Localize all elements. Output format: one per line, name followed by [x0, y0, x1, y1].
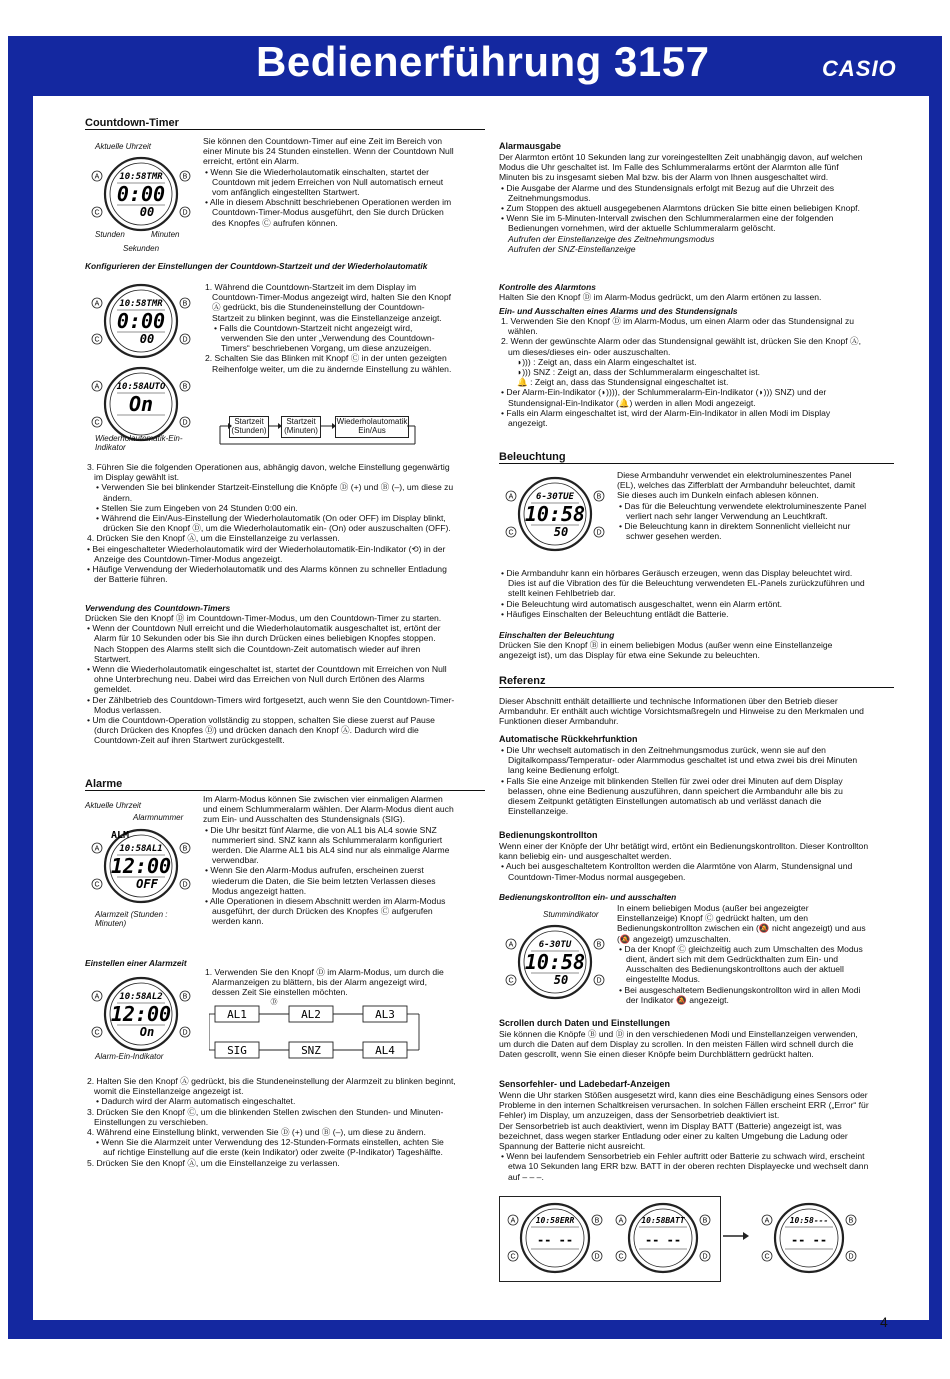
label-seconds: Sekunden: [123, 244, 160, 253]
alarmausgabe-heading: Alarmausgabe: [499, 141, 562, 151]
display-bottom-digits: OFF: [136, 877, 158, 891]
display-bottom-digits: On: [139, 1025, 155, 1039]
button-d-letter: D: [182, 881, 188, 889]
flow-arrows: [215, 412, 435, 448]
label-current-time-2: Aktuelle Uhrzeit: [85, 801, 142, 810]
referenz-intro: Dieser Abschnitt enthält detaillierte und technische Informationen über den Betrieb dieser Armbanduhr. Er enthält auch wichtige Vorsichtsmaßregeln und Hinweise zu den Merkmalen und Funktionen dieser Armbanduhr.: [499, 696, 864, 727]
button-b-letter: B: [596, 941, 602, 949]
cycle-label-al1: AL1: [227, 1008, 247, 1021]
beleuchtung-heading: Beleuchtung: [499, 452, 894, 464]
sensor-text: Wenn die Uhr starken Stößen ausgesetzt wird, kann dies eine Beschädigung eines Sensors oder Probleme in den internen Schaltkreisen verursachen. In solchen Fällen erscheint ERR („Error“ für Fehler) im Display, um anzuzeigen, dass der Sensorbetrieb deaktiviert ist. Der Sensorbetrieb ist auch deaktiviert, wenn im Display BATT (Batterie) angezeigt ist, was bezeichnet, dass wegen starker Entladung oder einer zu kalten Umgebung die Ladung oder Spannung der Batterie nicht ausreicht. • Wenn bei laufendem Sensorbetrieb ein Fehler auftritt oder Batterie zu schwach wird, erscheint etwa 10 Sekunden lang ERR bzw. BATT in der oberen rechten Displayecke und wechselt dann auf – – –.: [499, 1090, 869, 1182]
button-d-letter: D: [594, 1253, 600, 1261]
config-heading: Konfigurieren der Einstellungen der Countdown-Startzeit und der Wiederholautomatik: [85, 261, 428, 271]
button-c-letter: C: [94, 881, 100, 889]
display-bottom-digits: 50: [553, 973, 569, 987]
display-bottom-digits: 00: [139, 332, 155, 346]
button-a-letter: A: [764, 1217, 770, 1225]
auto-return-text: • Die Uhr wechselt automatisch in den Zeitnehmungsmodus zurück, wenn sie auf den Digitalkompass/Temperatur- oder Alarmmodus geschaltet ist und etwa zwei bis drei Minuten lang keine Bedienung erfolgt. • Falls Sie eine Anzeige mit blinkenden Stellen für zwei oder drei Minuten auf dem Display belassen, ohne eine Bedienung auszuführen, dann speichert die Armbanduhr alle bis zu diesem Zeitpunkt getätigten Einstellungen automatisch ab und verlässt danach die Einstellanzeige.: [501, 745, 858, 817]
label-minutes: Minuten: [151, 230, 180, 239]
display-main-digits: -- --: [644, 1233, 682, 1247]
button-d-letter: D: [848, 1253, 854, 1261]
button-a-letter: A: [618, 1217, 624, 1225]
button-c-letter: C: [508, 529, 514, 537]
watch-err-2: [609, 1198, 717, 1278]
tone-heading: Bedienungskontrollton: [499, 830, 598, 840]
button-c-letter: C: [94, 1029, 100, 1037]
brand-logo: CASIO: [822, 56, 897, 81]
flow-start-minutes: Startzeit (Minuten): [281, 416, 321, 438]
display-main-digits: -- --: [790, 1233, 828, 1247]
page-content: [33, 96, 929, 1330]
button-b-letter: B: [182, 173, 188, 181]
watch-el: [499, 474, 614, 556]
watch-err-1: [501, 1198, 609, 1278]
button-a-letter: A: [510, 1217, 516, 1225]
flow-repeat-onoff: Wiederholautomatik Ein/Aus: [335, 416, 409, 438]
ctrl-text: Halten Sie den Knopf Ⓓ im Alarm-Modus gedrückt, um den Alarm ertönen zu lassen.: [499, 292, 822, 302]
display-main-digits: 10:58: [524, 950, 586, 974]
button-c-letter: C: [94, 336, 100, 344]
display-top-line: 10:58TMR: [119, 299, 163, 309]
button-b-letter: B: [182, 383, 188, 391]
page-title: Bedienerführung 3157: [256, 38, 710, 85]
display-main-digits: 0:00: [116, 309, 166, 333]
onoff-heading: Ein- und Ausschalten eines Alarms und des Stundensignals: [499, 306, 738, 316]
button-d-letter: D: [182, 209, 188, 217]
button-c-letter: C: [510, 1253, 516, 1261]
display-bottom-digits: 00: [139, 205, 155, 219]
button-a-letter: A: [94, 993, 100, 1001]
cycle-label-sig: SIG: [227, 1044, 247, 1057]
scroll-heading: Scrollen durch Daten und Einstellungen: [499, 1018, 671, 1028]
watch-countdown-3: [85, 364, 195, 442]
cycle-button-d: Ⓓ: [270, 999, 278, 1006]
display-top-line: 10:58AL1: [119, 844, 163, 854]
watch-alarm-1: [85, 826, 195, 908]
alarm-cycle-diagram: [209, 996, 439, 1066]
cycle-label-al3: AL3: [375, 1008, 395, 1021]
label-hours: Stunden: [95, 230, 125, 239]
button-c-letter: C: [508, 977, 514, 985]
display-main-digits: 0:00: [116, 182, 166, 206]
referenz-heading: Referenz: [499, 676, 894, 688]
display-top-line: 10:58BATT: [641, 1216, 685, 1225]
set-alarm-heading: Einstellen einer Alarmzeit: [85, 958, 187, 968]
arrow-right: [721, 1226, 751, 1246]
label-current-time: Aktuelle Uhrzeit: [95, 142, 152, 151]
display-mode-label: ALM: [111, 830, 130, 841]
alarmausgabe-text: Der Alarmton ertönt 10 Sekunden lang zur voreingestellten Zeit unabhängig davon, auf welchen Modus die Uhr geschaltet ist. Im Falle des Schlummeralarms ertönt der Alarmton alle fünf Minuten bis zu insgesamt sieben Mal bzw. bis der Alarm von Ihnen ausgeschaltet wird. • Die Ausgabe der Alarme und des Stundensignals erfolgt mit Bezug auf die Uhrzeit des Zeitnehmungsmodus. • Zum Stoppen des aktuell ausgegebenen Alarmtons drücken Sie bitte einen beliebigen Knopf. • Wenn Sie im 5-Minuten-Intervall zwischen den Schlummeralarmen eine der folgenden Bedienungen vornehmen, wird der aktuelle Schlummeralarm gelöscht. Aufrufen der Einstellanzeige des Zeitnehmungsmodus Aufrufen der SNZ-Einstellanzeige: [499, 152, 863, 254]
watch-mute: [499, 922, 614, 1004]
alarme-intro: Im Alarm-Modus können Sie zwischen vier einmaligen Alarmen und einem Schlummeralarm wählen. Der Alarm-Modus dient auch zum Ein- und Ausschalten des Stundensignals (SIG). • Die Uhr besitzt fünf Alarme, die von AL1 bis AL4 sowie SNZ nummeriert sind. SNZ kann als Schlummeralarm konfiguriert werden. Die Alarme AL1 bis AL4 sind nur als einmalige Alarme verwendbar. • Wenn Sie den Alarm-Modus aufrufen, erscheinen zuerst wiederum die Daten, die Sie beim letzten Verlassen dieses Modus angezeigt hatten. • Alle Operationen in diesem Abschnitt werden im Alarm-Modus ausgeführt, der durch Drücken des Knopfes Ⓒ aufgerufen werden kann.: [203, 794, 454, 927]
page-frame: [8, 36, 942, 1339]
el-on-heading: Einschalten der Beleuchtung: [499, 630, 615, 640]
page-number: 4: [880, 1314, 888, 1330]
countdown-heading: Countdown-Timer: [85, 118, 485, 130]
config-steps-cont: 3. Führen Sie die folgenden Operationen aus, abhängig davon, welche Einstellung gegenwärtig im Display gewählt ist. • Verwenden Sie bei blinkender Startzeit-Einstellung die Knöpfe Ⓓ (+) und Ⓑ (–), um diese zu ändern. • Stellen Sie zum Eingeben von 24 Stunden 0:00 ein. • Während die Ein/Aus-Einstellung der Wiederholautomatik (On oder OFF) im Display blinkt, drücken Sie den Knopf Ⓓ, um die Wiederholautomatik ein- (On) oder auszuschalten (OFF). 4. Drücken Sie den Knopf Ⓐ, um die Einstellanzeige zu verlassen. • Bei eingeschalteter Wiederholautomatik wird der Wiederholautomatik-Ein-Indikator (⟲) in der Anzeige des Countdown-Timer-Modus angezeigt. • Häufige Verwendung der Wiederholautomatik und des Alarms können zu schneller Entladung der Batterie führen.: [87, 462, 454, 585]
button-b-letter: B: [848, 1217, 854, 1225]
button-c-letter: C: [618, 1253, 624, 1261]
button-d-letter: D: [596, 529, 602, 537]
cycle-label-al4: AL4: [375, 1044, 395, 1057]
header: [8, 36, 942, 100]
watch-err-3: [755, 1198, 867, 1278]
button-a-letter: A: [508, 941, 514, 949]
label-mute-indicator: Stummindikator: [543, 910, 599, 919]
button-a-letter: A: [508, 493, 514, 501]
onoff-text: 1. Verwenden Sie den Knopf Ⓓ im Alarm-Modus, um einen Alarm oder das Stundensignal zu wählen. 2. Wenn der gewünschte Alarm oder das Stundensignal gewählt ist, drücken Sie den Knopf Ⓐ, um dieses/dieses ein- oder auszuschalten. ◗))) : Zeigt an, dass ein Alarm eingeschaltet ist. ◗))) SNZ : Zeigt an, dass der Schlummeralarm eingeschaltet ist. 🔔 : Zeigt an, dass das Stundensignal eingeschaltet ist. • Der Alarm-Ein-Indikator (◗)))), der Schlummeralarm-Ein-Indikator (◗))) SNZ) und der Stundensignal-Ein-Indikator (🔔) werden in allen Modi angezeigt. • Falls ein Alarm eingeschaltet ist, wird der Alarm-Ein-Indikator in allen Modi im Display angezeigt.: [501, 316, 862, 429]
button-d-letter: D: [182, 336, 188, 344]
watch-countdown-2: [85, 281, 195, 359]
button-c-letter: C: [94, 419, 100, 427]
auto-return-heading: Automatische Rückkehrfunktion: [499, 734, 638, 744]
el-on-text: Drücken Sie den Knopf Ⓑ in einem beliebigen Modus (außer wenn eine Einstellanzeige angezeigt ist), um das Display für etwa eine Sekunde zu beleuchten.: [499, 640, 833, 661]
display-top-line: 10:58TMR: [119, 172, 163, 182]
label-alarm-indicator: Alarm-Ein-Indikator: [95, 1052, 164, 1061]
button-c-letter: C: [94, 209, 100, 217]
button-b-letter: B: [702, 1217, 708, 1225]
use-text: Drücken Sie den Knopf Ⓓ im Countdown-Timer-Modus, um den Countdown-Timer zu starten. • Wenn der Countdown Null erreicht und die Wiederholautomatik ausgeschaltet ist, ertönt der Alarm für 10 Sekunden oder bis Sie ihn durch Drücken eines beliebigen Knopfes stoppen. Nach Stoppen des Alarms stellt sich die Countdown-Zeit automatisch wieder auf ihren Startwert. • Wenn die Wiederholautomatik eingeschaltet ist, startet der Countdown mit Erreichen von Null ohne Unterbrechung neu. Dabei wird das Erreichen von Null durch Ertönen des Alarms gemeldet. • Der Zählbetrieb des Countdown-Timers wird fortgesetzt, auch wenn Sie den Countdown-Timer-Modus verlassen. • Um die Countdown-Operation vollständig zu stoppen, schalten Sie diese zuerst auf Pause (durch Drücken des Knopfes Ⓓ) und drücken danach den Knopf Ⓐ. Dadurch wird die Countdown-Zeit auf ihren Startwert zurückgestellt.: [85, 613, 455, 746]
display-top-line: 10:58AL2: [119, 992, 163, 1002]
display-main-digits: 10:58: [524, 502, 586, 526]
display-top-line: 10:58---: [789, 1216, 829, 1225]
beleuchtung-notes: • Die Armbanduhr kann ein hörbares Geräusch erzeugen, wenn das Display beleuchtet wird. Dies ist auf die Vibration des für die Beleuchtung verwendeten EL-Panels zurückzuführen und stellt keinen Fehlbetrieb dar. • Die Beleuchtung wird automatisch ausgeschaltet, wenn ein Alarm ertönt. • Häufiges Einschalten der Beleuchtung entlädt die Batterie.: [501, 568, 865, 619]
beleuchtung-intro: Diese Armbanduhr verwendet ein elektrolumineszentes Panel (EL), welches das Zifferblatt der Armbanduhr beleuchtet, damit Sie dieses auch im Dunkeln einfach ablesen können. • Das für die Beleuchtung verwendete elektrolumineszente Panel verliert nach sehr langer Verwendung an Leuchtkraft. • Die Beleuchtung kann in direktem Sonnenlicht vielleicht nur schwer gesehen werden.: [617, 470, 867, 542]
sensor-heading: Sensorfehler- und Ladebedarf-Anzeigen: [499, 1079, 671, 1089]
watch-countdown-1: [85, 154, 195, 234]
set-step-1: 1. Verwenden Sie den Knopf Ⓓ im Alarm-Modus, um durch die Alarmanzeigen zu blättern, bis der Alarm angezeigt wird, dessen Zeit Sie einstellen möchten.: [205, 967, 444, 998]
button-b-letter: B: [182, 993, 188, 1001]
watch-alarm-2: [85, 974, 195, 1056]
display-main-digits: 12:00: [110, 1002, 172, 1026]
button-c-letter: C: [764, 1253, 770, 1261]
button-a-letter: A: [94, 845, 100, 853]
tone-text: Wenn einer der Knöpfe der Uhr betätigt wird, ertönt ein Bedienungskontrollton. Dieser Kontrollton kann beliebig ein- und ausgeschaltet werden. • Auch bei ausgeschaltetem Kontrollton werden die Alarmtöne von Alarm, Stundensignal und Countdown-Timer-Modus normal ausgegeben.: [499, 841, 869, 882]
button-b-letter: B: [594, 1217, 600, 1225]
cycle-label-al2: AL2: [301, 1008, 321, 1021]
button-a-letter: A: [94, 383, 100, 391]
alarme-heading: Alarme: [85, 779, 485, 791]
display-top-line: 10:58ERR: [535, 1216, 575, 1225]
display-main-digits: 12:00: [110, 854, 172, 878]
use-heading: Verwendung des Countdown-Timers: [85, 603, 231, 613]
config-steps: 1. Während die Countdown-Startzeit im dem Display im Countdown-Timer-Modus angezeigt wird, halten Sie den Knopf Ⓐ gedrückt, bis die Stundeneinstellung der Countdown-Startzeit zu blinken beginnt, was die Einstellanzeige anzeigt. • Falls die Countdown-Startzeit nicht angezeigt wird, verwenden Sie den unter „Verwendung des Countdown-Timers“ beschriebenen Vorgang, um diese anzuzeigen. 2. Schalten Sie das Blinken mit Knopf Ⓒ in der unten gezeigten Reihenfolge weiter, um die zu ändernde Einstellung zu wählen.: [205, 282, 452, 374]
button-a-letter: A: [94, 173, 100, 181]
display-top-line: 6-30TU: [538, 940, 572, 950]
button-a-letter: A: [94, 300, 100, 308]
countdown-intro: Sie können den Countdown-Timer auf eine Zeit im Bereich von einer Minute bis 24 Stunden einstellen. Wenn der Countdown Null erreicht, ertönt ein Alarm. • Wenn Sie die Wiederholautomatik einschalten, startet der Countdown mit jedem Erreichen von Null automatisch erneut vom anfänglich eingestellten Startwert. • Alle in diesem Abschnitt beschriebenen Operationen werden im Countdown-Timer-Modus ausgeführt, den Sie durch Drücken des Knopfes Ⓒ aufrufen können.: [203, 136, 454, 228]
display-top-line: 6-30TUE: [536, 492, 574, 502]
display-main-digits: On: [128, 392, 154, 416]
display-bottom-digits: 50: [553, 525, 569, 539]
button-d-letter: D: [596, 977, 602, 985]
display-top-line: 10:58AUTO: [116, 382, 166, 392]
button-d-letter: D: [182, 419, 188, 427]
button-b-letter: B: [596, 493, 602, 501]
ctrl-heading: Kontrolle des Alarmtons: [499, 282, 596, 292]
label-repeat-indicator: Wiederholautomatik-Ein-Indikator: [95, 434, 183, 452]
button-d-letter: D: [182, 1029, 188, 1037]
tone-onoff-text: In einem beliebigen Modus (außer bei angezeigter Einstellanzeige) Knopf Ⓒ gedrückt halten, um den Bedienungskontrollton zwischen ein (🔕 nicht angezeigt) und aus (🔕 angezeigt) umzuschalten. • Da der Knopf Ⓒ gleichzeitig auch zum Umschalten des Modus dient, ändert sich mit dem Gedrückthalten zum Ein- und Ausschalten des Bedienungskontrolltons auch der aktuell eingestellte Modus. • Bei ausgeschaltetem Bedienungskontrollton wird in allen Modi der Indikator 🔕 angezeigt.: [617, 903, 866, 1005]
button-b-letter: B: [182, 845, 188, 853]
tone-onoff-heading: Bedienungskontrollton ein- und ausschalten: [499, 892, 677, 902]
button-b-letter: B: [182, 300, 188, 308]
flow-start-hours: Startzeit (Stunden): [229, 416, 269, 438]
label-alarm-number: Alarmnummer: [133, 813, 184, 822]
button-d-letter: D: [702, 1253, 708, 1261]
display-main-digits: -- --: [536, 1233, 574, 1247]
scroll-text: Sie können die Knöpfe Ⓑ und Ⓓ in den verschiedenen Modi und Einstellanzeigen verwenden, um durch die Daten auf dem Display zu scrollen. In den meisten Fällen wird schnell durch die Daten gescrollt, wenn Sie einen dieser Knöpfe beim Durchblättern gedrückt halten.: [499, 1029, 858, 1060]
cycle-label-snz: SNZ: [301, 1044, 321, 1057]
label-alarm-time: Alarmzeit (Stunden : Minuten): [95, 910, 168, 928]
set-steps-cont: 2. Halten Sie den Knopf Ⓐ gedrückt, bis die Stundeneinstellung der Alarmzeit zu blinken beginnt, womit die Einstellanzeige angezeigt ist. • Dadurch wird der Alarm automatisch eingeschaltet. 3. Drücken Sie den Knopf Ⓒ, um die blinkenden Stellen zwischen den Stunden- und Minuten-Einstellungen zu verschieben. 4. Während eine Einstellung blinkt, verwenden Sie Ⓓ (+) und Ⓑ (–), um diese zu ändern. • Wenn Sie die Alarmzeit unter Verwendung des 12-Stunden-Formats einstellen, achten Sie auf richtige Einstellung auf die erste (kein Indikator) oder zweite (P-Indikator) Tageshälfte. 5. Drücken Sie den Knopf Ⓐ, um die Einstellanzeige zu verlassen.: [87, 1076, 456, 1168]
